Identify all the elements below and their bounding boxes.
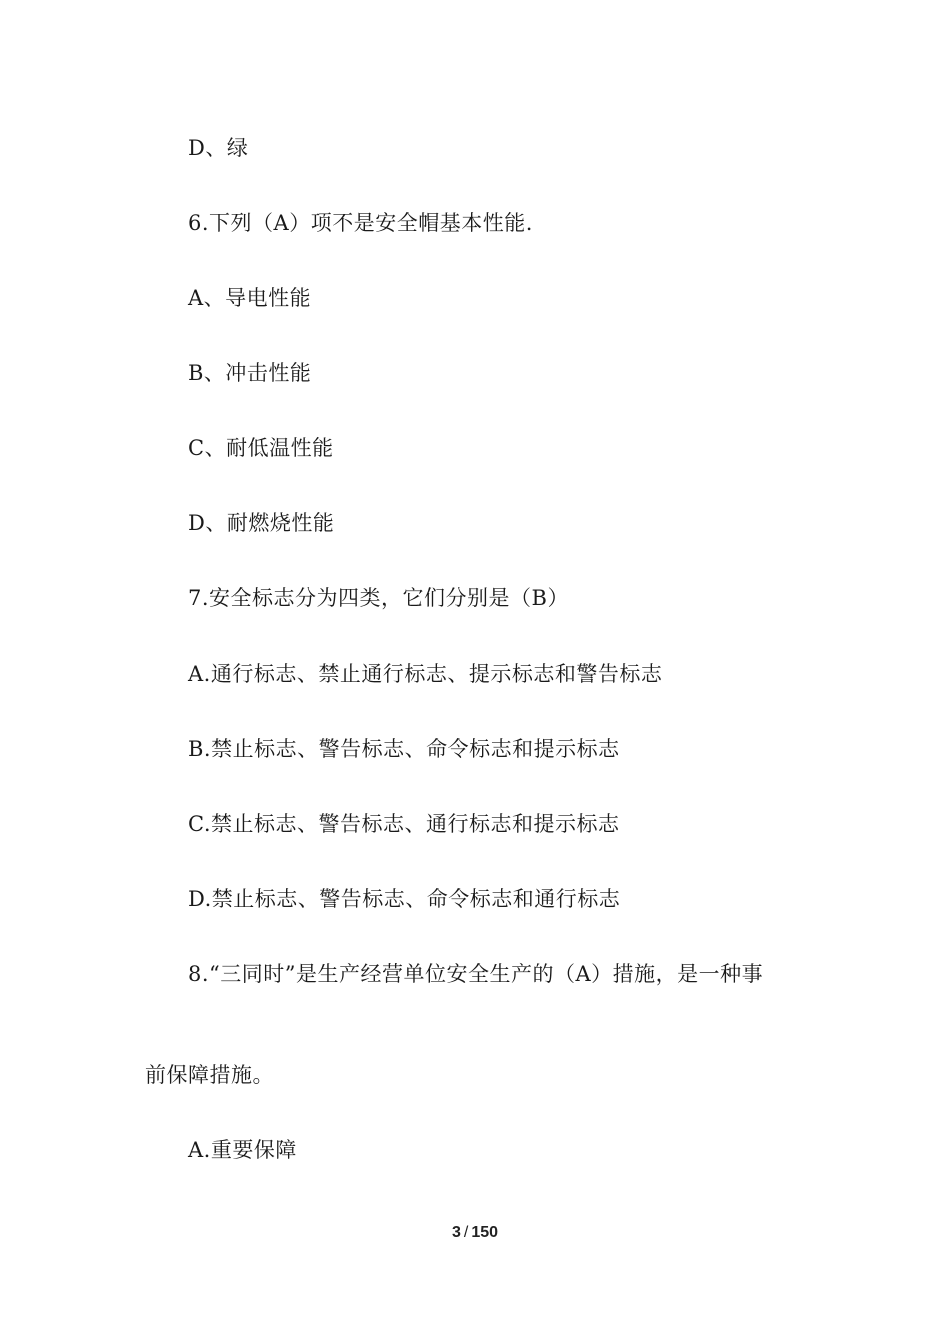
page-separator: / [463,1224,469,1241]
option-d-q6: D、耐燃烧性能 [188,511,335,535]
option-c-q7: C.禁止标志、警告标志、通行标志和提示标志 [188,812,620,836]
question-8: 8.“三同时”是生产经营单位安全生产的（A）措施，是一种事 [188,962,764,986]
current-page: 3 [451,1224,461,1241]
option-c-q6: C、耐低温性能 [188,436,334,460]
option-a-q7: A.通行标志、禁止通行标志、提示标志和警告标志 [188,662,663,686]
option-d-q5: D、绿 [188,136,249,160]
option-d-q7: D.禁止标志、警告标志、命令标志和通行标志 [188,887,621,911]
question-7: 7.安全标志分为四类，它们分别是（B） [188,586,569,610]
question-8-continued: 前保障措施。 [145,1063,274,1087]
option-a-q8: A.重要保障 [188,1138,297,1162]
option-a-q6: A、导电性能 [188,286,312,310]
question-6: 6.下列（A）项不是安全帽基本性能. [188,211,533,235]
page-number [0,1224,950,1242]
total-pages: 150 [471,1224,499,1241]
option-b-q7: B.禁止标志、警告标志、命令标志和提示标志 [188,737,620,761]
option-b-q6: B、冲击性能 [188,361,312,385]
